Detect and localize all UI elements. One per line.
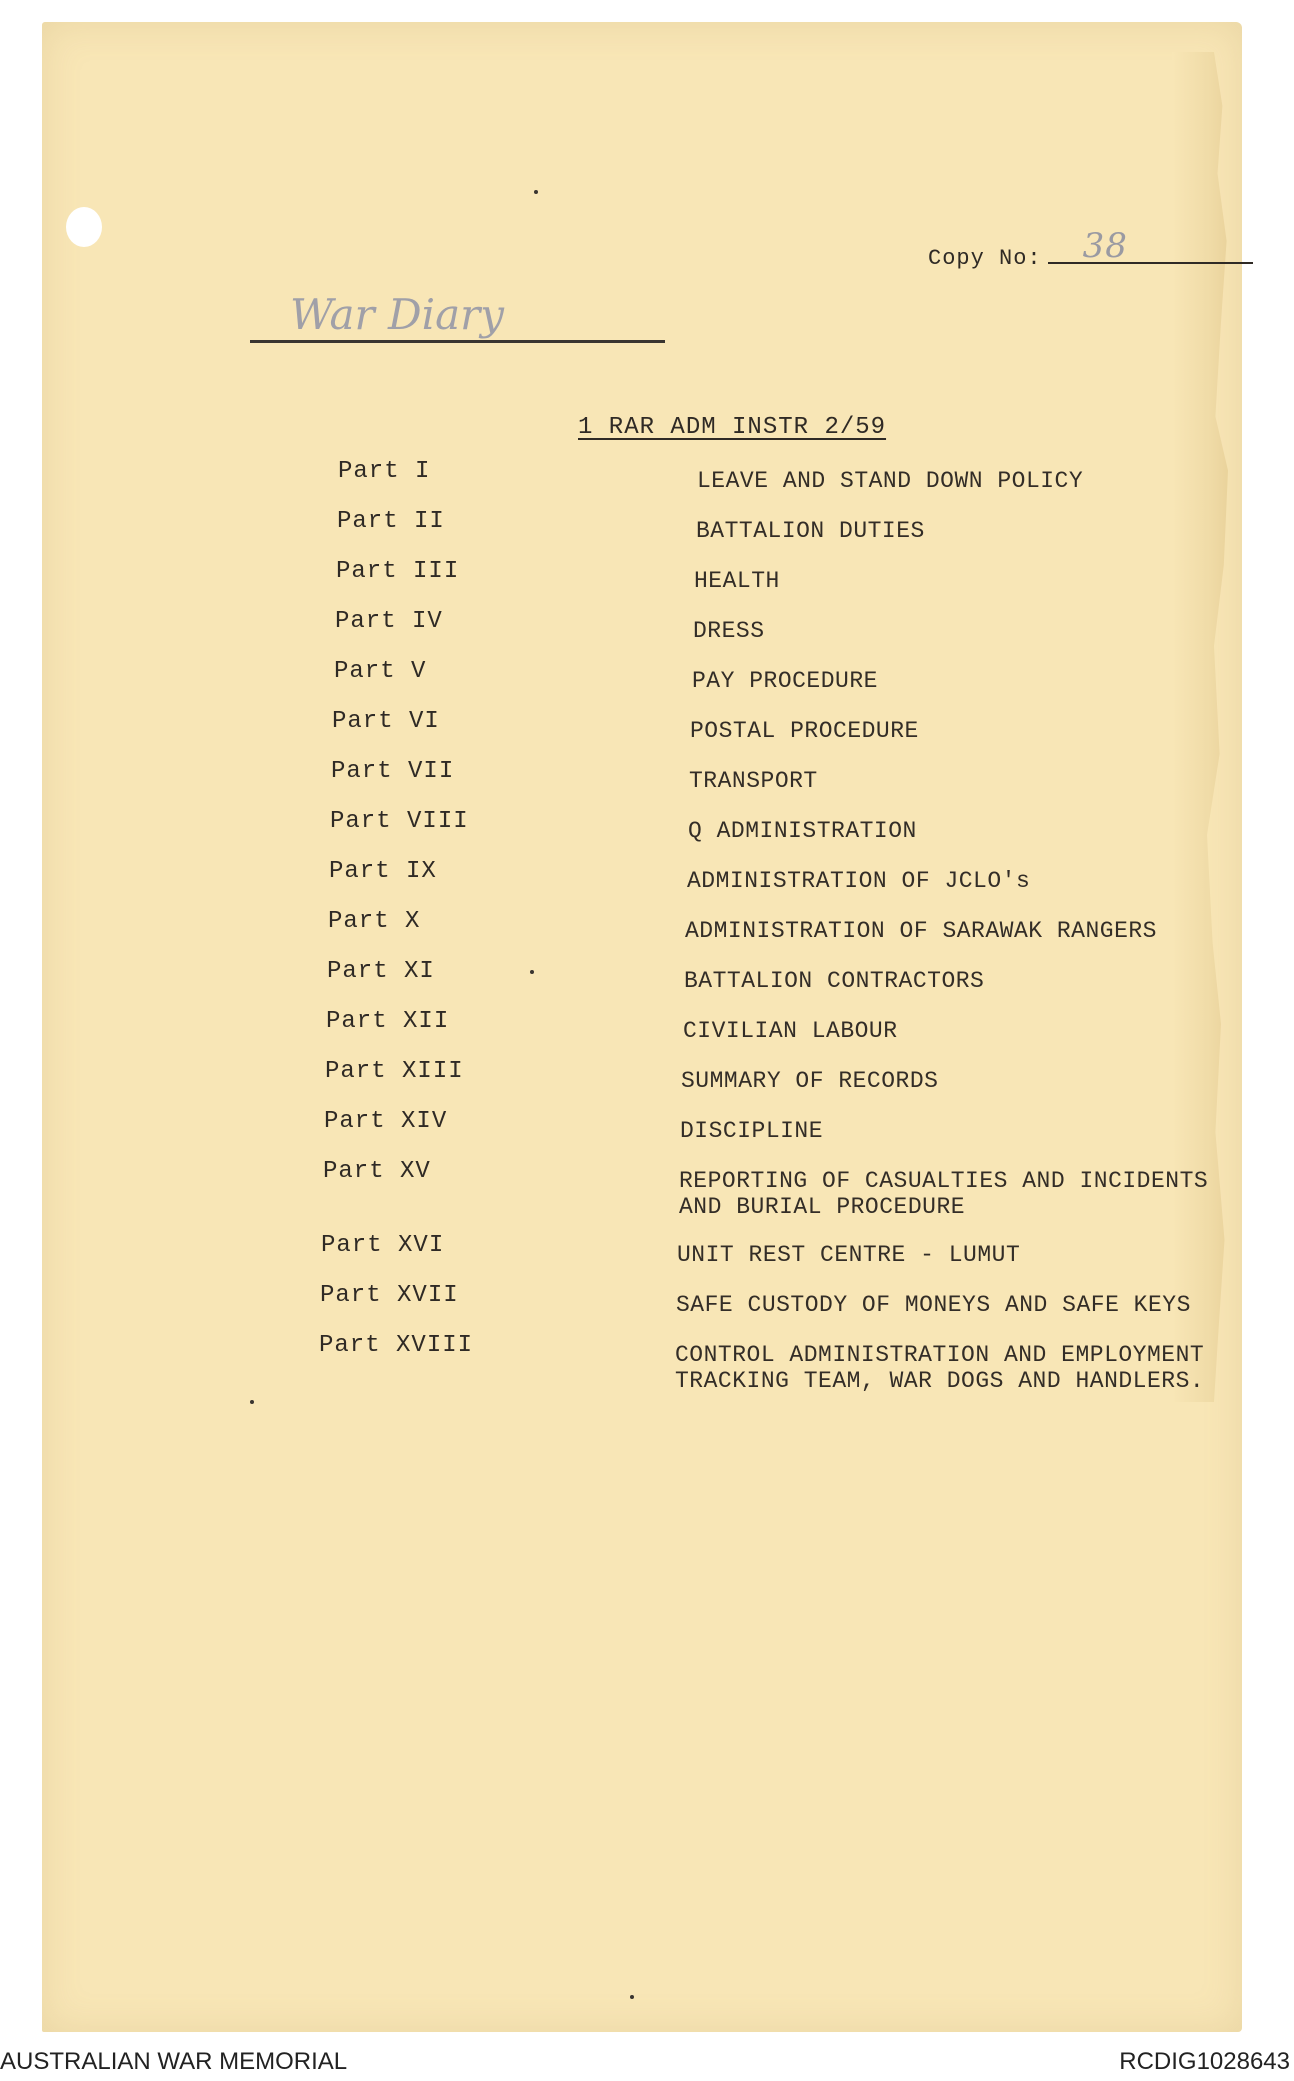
part-label: Part IX bbox=[329, 858, 437, 885]
punch-hole bbox=[66, 207, 102, 247]
part-title-line: PAY PROCEDURE bbox=[692, 668, 878, 694]
part-title bbox=[687, 868, 1030, 894]
part-title-line: TRANSPORT bbox=[689, 768, 818, 794]
part-label: Part III bbox=[336, 558, 460, 585]
ink-speck bbox=[534, 190, 538, 194]
part-label: Part X bbox=[328, 908, 421, 935]
part-label: Part XV bbox=[323, 1158, 431, 1185]
part-title-line: POSTAL PROCEDURE bbox=[690, 718, 919, 744]
part-title-line: ADMINISTRATION OF JCLO's bbox=[687, 868, 1031, 894]
part-label: Part XVI bbox=[321, 1232, 445, 1259]
part-title-line: ADMINISTRATION OF SARAWAK RANGERS bbox=[685, 918, 1157, 944]
part-title-line: TRACKING TEAM, WAR DOGS AND HANDLERS. bbox=[675, 1368, 1205, 1394]
part-label: Part XII bbox=[326, 1008, 450, 1035]
part-title-line: SUMMARY OF RECORDS bbox=[681, 1068, 939, 1094]
ink-speck bbox=[630, 1995, 634, 1999]
part-title bbox=[685, 918, 1157, 944]
part-label: Part VII bbox=[331, 758, 455, 785]
copy-number-field bbox=[928, 226, 1253, 271]
part-title bbox=[693, 618, 765, 644]
part-label: Part VIII bbox=[330, 808, 469, 835]
document-title: 1 RAR ADM INSTR 2/59 bbox=[578, 414, 887, 441]
archive-footer-right: RCDIG1028643 bbox=[1119, 2048, 1290, 2075]
part-title bbox=[683, 1018, 898, 1044]
part-title-line: BATTALION DUTIES bbox=[696, 518, 925, 544]
part-label: Part IV bbox=[335, 608, 443, 635]
part-title-line: DRESS bbox=[693, 618, 765, 644]
part-label: Part I bbox=[338, 458, 431, 485]
part-title-line: DISCIPLINE bbox=[680, 1118, 824, 1144]
ink-speck bbox=[250, 1400, 254, 1404]
part-title bbox=[675, 1342, 1204, 1394]
part-title bbox=[676, 1292, 1191, 1318]
ink-speck bbox=[530, 970, 534, 974]
part-label: Part XI bbox=[327, 958, 435, 985]
part-title-line: AND BURIAL PROCEDURE bbox=[679, 1194, 966, 1220]
part-title bbox=[688, 818, 917, 844]
part-title-line: HEALTH bbox=[694, 568, 780, 594]
part-title bbox=[697, 468, 1083, 494]
part-title-line: SAFE CUSTODY OF MONEYS AND SAFE KEYS bbox=[676, 1292, 1191, 1318]
part-title bbox=[689, 768, 818, 794]
part-title-line: LEAVE AND STAND DOWN POLICY bbox=[697, 468, 1084, 494]
handwritten-title: War Diary bbox=[250, 290, 665, 343]
part-title bbox=[690, 718, 919, 744]
part-title bbox=[692, 668, 878, 694]
part-title bbox=[677, 1242, 1020, 1268]
part-label: Part XVII bbox=[320, 1282, 459, 1309]
part-title-line: CIVILIAN LABOUR bbox=[683, 1018, 898, 1044]
copy-number-label: Copy No: bbox=[928, 246, 1042, 271]
part-title bbox=[696, 518, 925, 544]
part-label: Part VI bbox=[332, 708, 440, 735]
part-label: Part XIII bbox=[325, 1058, 464, 1085]
copy-number-line bbox=[1048, 226, 1253, 266]
part-title-line: CONTROL ADMINISTRATION AND EMPLOYMENT bbox=[675, 1342, 1205, 1368]
part-label: Part II bbox=[337, 508, 445, 535]
part-title-line: Q ADMINISTRATION bbox=[688, 818, 917, 844]
part-title bbox=[694, 568, 780, 594]
copy-number-handwritten: 38 bbox=[1082, 226, 1128, 266]
part-title bbox=[684, 968, 984, 994]
part-title bbox=[679, 1168, 1208, 1220]
part-title-line: UNIT REST CENTRE - LUMUT bbox=[677, 1242, 1021, 1268]
part-title bbox=[681, 1068, 938, 1094]
part-title-line: REPORTING OF CASUALTIES AND INCIDENTS bbox=[679, 1168, 1209, 1194]
part-label: Part V bbox=[334, 658, 427, 685]
part-label: Part XVIII bbox=[319, 1332, 474, 1359]
archive-footer-left: AUSTRALIAN WAR MEMORIAL bbox=[0, 2048, 348, 2075]
part-title-line: BATTALION CONTRACTORS bbox=[684, 968, 985, 994]
part-title bbox=[680, 1118, 823, 1144]
part-label: Part XIV bbox=[324, 1108, 448, 1135]
